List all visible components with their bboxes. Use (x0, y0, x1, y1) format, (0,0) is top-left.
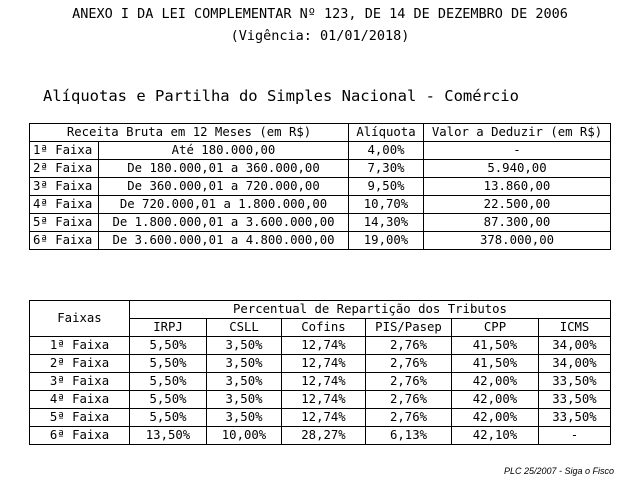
faixa-cell: 5ª Faixa (30, 214, 99, 232)
value-cell: 34,00% (539, 337, 611, 355)
faixa-cell: 1ª Faixa (30, 337, 130, 355)
value-cell: 2,76% (366, 355, 452, 373)
deduzir-cell: - (424, 142, 611, 160)
header-faixas: Faixas (30, 301, 130, 337)
receita-cell: De 3.600.000,01 a 4.800.000,00 (99, 232, 349, 250)
aliquota-cell: 19,00% (349, 232, 424, 250)
deduzir-cell: 5.940,00 (424, 160, 611, 178)
effective-date: (Vigência: 01/01/2018) (230, 28, 410, 44)
header-receita: Receita Bruta em 12 Meses (em R$) (30, 124, 349, 142)
value-cell: 28,27% (282, 427, 366, 445)
section-title: Alíquotas e Partilha do Simples Nacional - Comércio (43, 87, 519, 105)
value-cell: 33,50% (539, 391, 611, 409)
value-cell: 41,50% (452, 355, 539, 373)
value-cell: 6,13% (366, 427, 452, 445)
faixa-cell: 1ª Faixa (30, 142, 99, 160)
value-cell: 10,00% (207, 427, 282, 445)
table-row (30, 196, 611, 214)
faixa-cell: 5ª Faixa (30, 409, 130, 427)
table-row (30, 355, 611, 373)
faixa-cell: 2ª Faixa (30, 355, 130, 373)
table-row (30, 160, 611, 178)
value-cell: - (539, 427, 611, 445)
column-header: CSLL (207, 319, 282, 337)
receita-cell: Até 180.000,00 (99, 142, 349, 160)
distribution-table-body (30, 337, 611, 445)
table-row (30, 142, 611, 160)
value-cell: 3,50% (207, 391, 282, 409)
receita-cell: De 1.800.000,01 a 3.600.000,00 (99, 214, 349, 232)
document-title: ANEXO I DA LEI COMPLEMENTAR Nº 123, DE 14 DE DEZEMBRO DE 2006 (72, 6, 568, 22)
value-cell: 3,50% (207, 373, 282, 391)
distribution-table-group-row (30, 301, 611, 319)
value-cell: 34,00% (539, 355, 611, 373)
receita-cell: De 180.000,01 a 360.000,00 (99, 160, 349, 178)
value-cell: 42,10% (452, 427, 539, 445)
header-deduzir: Valor a Deduzir (em R$) (424, 124, 611, 142)
value-cell: 41,50% (452, 337, 539, 355)
rates-table (29, 123, 611, 250)
source-footnote: PLC 25/2007 - Siga o Fisco (503, 466, 614, 476)
value-cell: 5,50% (130, 337, 207, 355)
faixa-cell: 2ª Faixa (30, 160, 99, 178)
table-row (30, 409, 611, 427)
table-row (30, 178, 611, 196)
aliquota-cell: 7,30% (349, 160, 424, 178)
value-cell: 42,00% (452, 409, 539, 427)
table-row (30, 373, 611, 391)
value-cell: 33,50% (539, 409, 611, 427)
value-cell: 42,00% (452, 391, 539, 409)
aliquota-cell: 10,70% (349, 196, 424, 214)
value-cell: 12,74% (282, 337, 366, 355)
deduzir-cell: 378.000,00 (424, 232, 611, 250)
table-row (30, 337, 611, 355)
value-cell: 5,50% (130, 391, 207, 409)
faixa-cell: 4ª Faixa (30, 196, 99, 214)
table-row (30, 427, 611, 445)
column-header: Cofins (282, 319, 366, 337)
value-cell: 13,50% (130, 427, 207, 445)
value-cell: 12,74% (282, 391, 366, 409)
value-cell: 2,76% (366, 409, 452, 427)
aliquota-cell: 14,30% (349, 214, 424, 232)
table-row (30, 232, 611, 250)
deduzir-cell: 22.500,00 (424, 196, 611, 214)
value-cell: 5,50% (130, 373, 207, 391)
table-row (30, 391, 611, 409)
value-cell: 5,50% (130, 409, 207, 427)
header-aliquota: Alíquota (349, 124, 424, 142)
receita-cell: De 360.000,01 a 720.000,00 (99, 178, 349, 196)
faixa-cell: 3ª Faixa (30, 178, 99, 196)
value-cell: 3,50% (207, 337, 282, 355)
aliquota-cell: 4,00% (349, 142, 424, 160)
column-header: IRPJ (130, 319, 207, 337)
header-percentual: Percentual de Repartição dos Tributos (130, 301, 611, 319)
faixa-cell: 3ª Faixa (30, 373, 130, 391)
table-row (30, 214, 611, 232)
deduzir-cell: 87.300,00 (424, 214, 611, 232)
faixa-cell: 4ª Faixa (30, 391, 130, 409)
faixa-cell: 6ª Faixa (30, 427, 130, 445)
value-cell: 2,76% (366, 373, 452, 391)
column-header: PIS/Pasep (366, 319, 452, 337)
value-cell: 2,76% (366, 337, 452, 355)
value-cell: 33,50% (539, 373, 611, 391)
value-cell: 3,50% (207, 355, 282, 373)
rates-table-header-row (30, 124, 611, 142)
rates-table-body (30, 142, 611, 250)
value-cell: 12,74% (282, 373, 366, 391)
column-header: CPP (452, 319, 539, 337)
aliquota-cell: 9,50% (349, 178, 424, 196)
faixa-cell: 6ª Faixa (30, 232, 99, 250)
value-cell: 42,00% (452, 373, 539, 391)
value-cell: 12,74% (282, 409, 366, 427)
value-cell: 2,76% (366, 391, 452, 409)
value-cell: 3,50% (207, 409, 282, 427)
value-cell: 12,74% (282, 355, 366, 373)
value-cell: 5,50% (130, 355, 207, 373)
receita-cell: De 720.000,01 a 1.800.000,00 (99, 196, 349, 214)
column-header: ICMS (539, 319, 611, 337)
distribution-table (29, 300, 611, 445)
deduzir-cell: 13.860,00 (424, 178, 611, 196)
